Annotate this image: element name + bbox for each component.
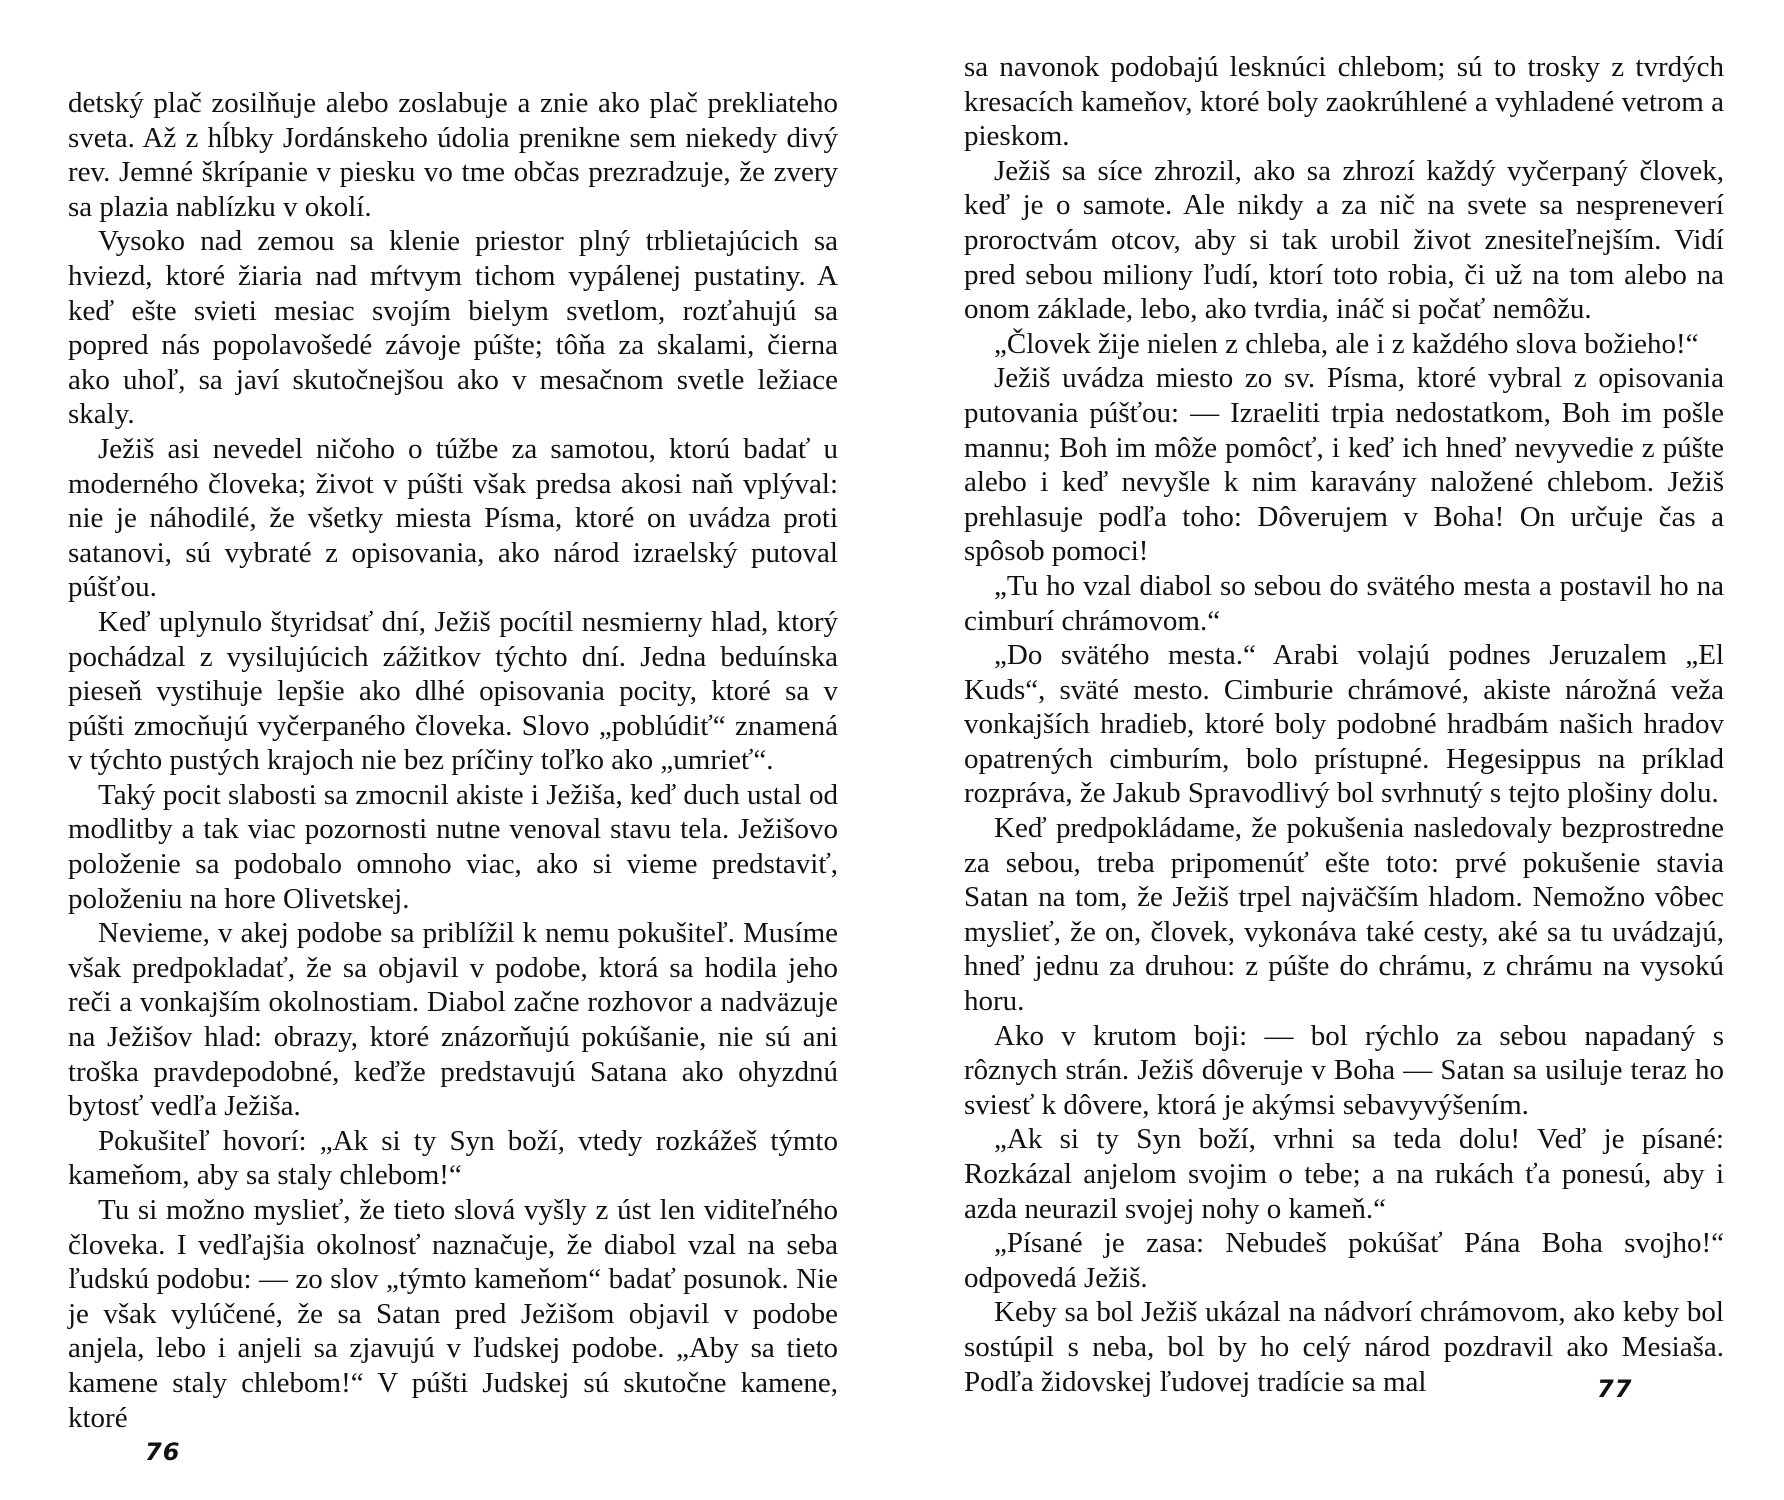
page-number: 77 [1597, 1375, 1633, 1403]
paragraph: Vysoko nad zemou sa klenie priestor plný trblietajúcich sa hviezd, ktoré žiaria nad mŕtvym tichom vypálenej pustatiny. A keď ešte svieti mesiac svojím bielym svetlom, rozťahujú sa popred nás popolavošedé závoje púšte; tôňa za skalami, čierna ako uhoľ, sa javí skutočnejšou ako v mesačnom svetle ležiace skaly. [68, 225, 838, 431]
paragraph: Ježiš asi nevedel ničoho o túžbe za samotou, ktorú badať u moderného človeka; život v púšti však predsa akosi naň vplýval: nie je náhodilé, že všetky miesta Písma, ktoré on uvádza proti satanovi, sú vybraté z opisovania, ako národ izraelský putoval púšťou. [68, 432, 838, 604]
paragraph: Keď predpokládame, že pokušenia nasledovaly bezprostredne za sebou, treba pripomenúť ešte toto: prvé pokušenie stavia Satan na tom, že Ježiš trpel najväčším hladom. Nemožno vôbec myslieť, že on, človek, vykonáva také cesty, aké sa tu uvádzajú, hneď jednu za druhou: z púšte do chrámu, z chrámu na vysokú horu. [964, 812, 1724, 1018]
paragraph: Pokušiteľ hovorí: „Ak si ty Syn boží, vtedy rozkážeš týmto kameňom, aby sa staly chlebom!“ [68, 1124, 838, 1192]
paragraph: Ježiš sa síce zhrozil, ako sa zhrozí každý vyčerpaný človek, keď je o samote. Ale nikdy a za nič na svete sa nespreneverí proroctvám otcov, aby si tak urobil život znesiteľnejším. Vidí pred sebou miliony ľudí, ktorí toto robia, či už na tom alebo na onom základe, lebo, ako tvrdia, ináč si počať nemôžu. [964, 154, 1724, 326]
paragraph: Keby sa bol Ježiš ukázal na nádvorí chrámovom, ako keby bol sostúpil s neba, bol by ho celý národ pozdravil ako Mesiaša. Podľa židovskej ľudovej tradície sa mal [964, 1296, 1724, 1398]
right-page-text [964, 50, 1724, 1399]
right-page [892, 0, 1784, 1500]
paragraph: Tu si možno myslieť, že tieto slová vyšly z úst len viditeľného človeka. I vedľajšia okolnosť naznačuje, že diabol vzal na seba ľudskú podobu: — zo slov „týmto kameňom“ badať posunok. Nie je však vylúčené, že sa Satan pred Ježišom objavil v podobe anjela, lebo i anjeli sa zjavujú v ľudskej podobe. „Aby sa tieto kamene staly chlebom!“ V púšti Judskej sú skutočne kamene, ktoré [68, 1194, 838, 1434]
paragraph: Ježiš uvádza miesto zo sv. Písma, ktoré vybral z opisovania putovania púšťou: — Izraeliti trpia nedostatkom, Boh im pošle mannu; Boh im môže pomôcť, i keď ich hneď nevyvedie z púšte alebo i keď nevyšle k nim karavány naložené chlebom. Ježiš prehlasuje podľa toho: Dôverujem v Boha! On určuje čas a spôsob pomoci! [964, 362, 1724, 568]
paragraph: detský plač zosilňuje alebo zoslabuje a znie ako plač prekliateho sveta. Až z hĺbky Jordánskeho údolia prenikne sem niekedy divý rev. Jemné škrípanie v piesku vo tme občas prezradzuje, že zvery sa plazia nablízku v okolí. [68, 87, 838, 223]
page-number: 76 [145, 1438, 181, 1466]
paragraph: Taký pocit slabosti sa zmocnil akiste i Ježiša, keď duch ustal od modlitby a tak viac pozornosti nutne venoval stavu tela. Ježišovo položenie sa podobalo omnoho viac, ako si vieme predstaviť, položeniu na hore Olivetskej. [68, 778, 838, 915]
paragraph: Ako v krutom boji: — bol rýchlo za sebou napadaný s rôznych strán. Ježiš dôveruje v Boha — Satan sa usiluje teraz ho sviesť k dôvere, ktorá je akýmsi sebavyvýšením. [964, 1019, 1724, 1121]
paragraph: „Tu ho vzal diabol so sebou do svätého mesta a postavil ho na cimburí chrámovom.“ [964, 569, 1724, 637]
paragraph: Nevieme, v akej podobe sa priblížil k nemu pokušiteľ. Musíme však predpokladať, že sa objavil v podobe, ktorá sa hodila jeho reči a vonkajším okolnostiam. Diabol začne rozhovor a nadväzuje na Ježišov hlad: obrazy, ktoré znázorňujú pokúšanie, nie sú ani troška pravdepodobné, keďže predstavujú Satana ako ohyzdnú bytosť vedľa Ježiša. [68, 917, 838, 1123]
paragraph: Keď uplynulo štyridsať dní, Ježiš pocítil nesmierny hlad, ktorý pochádzal z vysilujúcich zážitkov týchto dní. Jedna beduínska pieseň vystihuje lepšie ako dlhé opisovania pocity, ktoré sa v púšti zmocňujú vyčerpaného človeka. Slovo „poblúdiť“ znamená v týchto pustých krajoch nie bez príčiny toľko ako „umrieť“. [68, 605, 838, 777]
paragraph: „Do svätého mesta.“ Arabi volajú podnes Jeruzalem „El Kuds“, sväté mesto. Cimburie chrámové, akiste nárožná veža vonkajších hradieb, ktoré boly podobné hradbám našich hradov opatrených cimburím, bolo prístupné. Hegesippus na príklad rozpráva, že Jakub Spravodlivý bol svrhnutý s tejto plošiny dolu. [964, 639, 1724, 810]
paragraph: sa navonok podobajú lesknúci chlebom; sú to trosky z tvrdých kresacích kameňov, ktoré boly zaokrúhlené a vyhladené vetrom a pieskom. [964, 51, 1724, 153]
paragraph: „Ak si ty Syn boží, vrhni sa teda dolu! Veď je písané: Rozkázal anjelom svojim o tebe; a na rukách ťa ponesú, aby i azda neurazil svojej nohy o kameň.“ [964, 1123, 1724, 1225]
paragraph: „Písané je zasa: Nebudeš pokúšať Pána Boha svojho!“ odpovedá Ježiš. [964, 1227, 1724, 1294]
left-page-text [68, 86, 838, 1435]
paragraph: „Človek žije nielen z chleba, ale i z každého slova božieho!“ [994, 327, 1699, 360]
